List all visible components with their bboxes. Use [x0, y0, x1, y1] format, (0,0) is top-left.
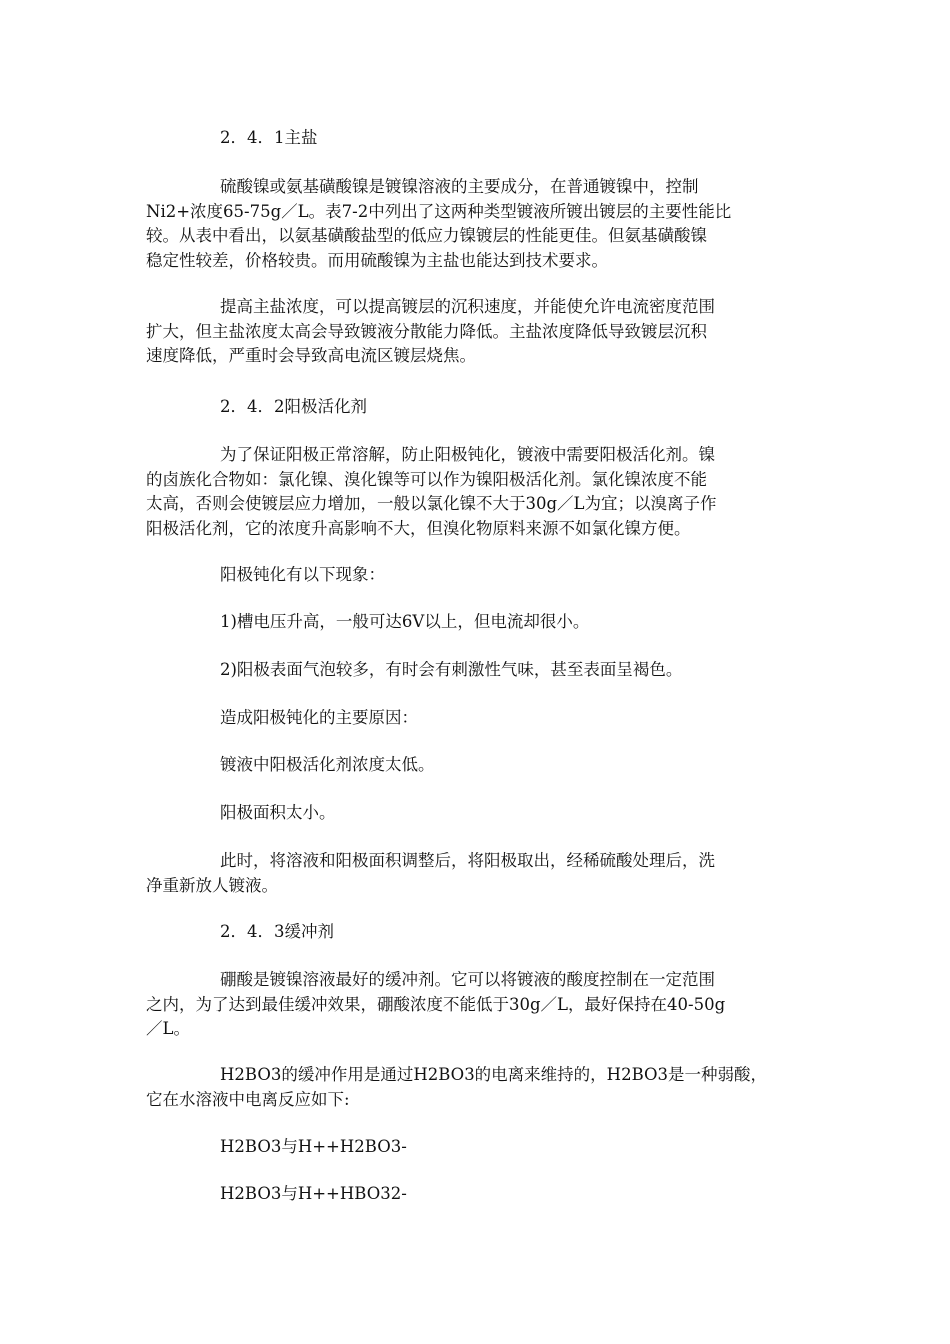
list-item-cause-2: [146, 801, 806, 826]
paragraph-buffer-mechanism: [146, 1063, 806, 1112]
text-line: H2BO3的缓冲作用是通过H2BO3的电离来维持的，H2BO3是一种弱酸，: [220, 1065, 768, 1084]
text-line: 硫酸镍或氨基磺酸镍是镀镍溶液的主要成分，在普通镀镍中，控制: [220, 177, 699, 196]
text-line: 太高，否则会使镀层应力增加，一般以氯化镍不大于30g／L为宜；以溴离子作: [146, 494, 717, 513]
text-line: 稳定性较差，价格较贵。而用硫酸镍为主盐也能达到技术要求。: [146, 250, 608, 270]
text-line: 阳极活化剂，它的浓度升高影响不大，但溴化物原料来源不如氯化镍方便。: [146, 518, 691, 538]
section-heading-buffer: [146, 920, 806, 945]
paragraph-anode-activator: [146, 443, 806, 541]
text-line: 扩大，但主盐浓度太高会导致镀液分散能力降低。主盐浓度降低导致镀层沉积: [146, 321, 707, 341]
text-line: 阳极面积太小。: [220, 803, 336, 822]
equation-line-1: [146, 1135, 806, 1160]
text-line: 1)槽电压升高，一般可达6V以上，但电流却很小。: [220, 612, 590, 631]
text-line: 的卤族化合物如：氯化镍、溴化镍等可以作为镍阳极活化剂。氯化镍浓度不能: [146, 469, 707, 489]
text-line: 2．4．1主盐: [220, 128, 318, 147]
paragraph-boric-acid: [146, 968, 806, 1042]
list-item-phenomenon-2: [146, 658, 806, 683]
text-line: 造成阳极钝化的主要原因：: [220, 708, 418, 727]
text-line: 速度降低，严重时会导致高电流区镀层烧焦。: [146, 346, 476, 365]
text-line: 硼酸是镀镍溶液最好的缓冲剂。它可以将镀液的酸度控制在一定范围: [220, 970, 715, 989]
paragraph-remedy: [146, 849, 806, 898]
text-line: H2BO3与H++H2BO3-: [220, 1137, 407, 1156]
text-line: 较。从表中看出，以氨基磺酸盐型的低应力镍镀层的性能更佳。但氨基磺酸镍: [146, 226, 707, 245]
text-line: 提高主盐浓度，可以提高镀层的沉积速度，并能使允许电流密度范围: [220, 297, 715, 316]
text-line: ／L。: [146, 1019, 190, 1038]
text-line: 2)阳极表面气泡较多，有时会有刺激性气味，甚至表面呈褐色。: [220, 660, 683, 679]
text-line: 为了保证阳极正常溶解，防止阳极钝化，镀液中需要阳极活化剂。镍: [220, 445, 715, 464]
text-line: H2BO3与H++HBO32-: [220, 1184, 407, 1203]
section-heading-anode-activator: [146, 395, 806, 420]
text-line: 2．4．2阳极活化剂: [220, 397, 367, 416]
text-line: 它在水溶液中电离反应如下:: [146, 1089, 350, 1109]
text-line: 净重新放人镀液。: [146, 875, 278, 895]
text-line: 镀液中阳极活化剂浓度太低。: [220, 755, 435, 774]
paragraph-passivation-causes: [146, 706, 806, 731]
text-line: Ni2+浓度65-75g／L。表7-2中列出了这两种类型镀液所镀出镀层的主要性能比: [146, 201, 732, 221]
equation-line-2: [146, 1182, 806, 1207]
list-item-cause-1: [146, 753, 806, 778]
text-line: 2．4．3缓冲剂: [220, 922, 334, 941]
text-line: 阳极钝化有以下现象：: [220, 565, 385, 584]
section-heading-main-salt: [146, 126, 806, 151]
paragraph-main-salt-concentration: [146, 295, 806, 369]
paragraph-main-salt-intro: [146, 175, 806, 273]
text-line: 此时，将溶液和阳极面积调整后，将阳极取出，经稀硫酸处理后，洗: [220, 851, 715, 870]
paragraph-passivation-phenomena: [146, 563, 806, 588]
list-item-phenomenon-1: [146, 610, 806, 635]
text-line: 之内，为了达到最佳缓冲效果，硼酸浓度不能低于30g／L，最好保持在40-50g: [146, 994, 726, 1014]
